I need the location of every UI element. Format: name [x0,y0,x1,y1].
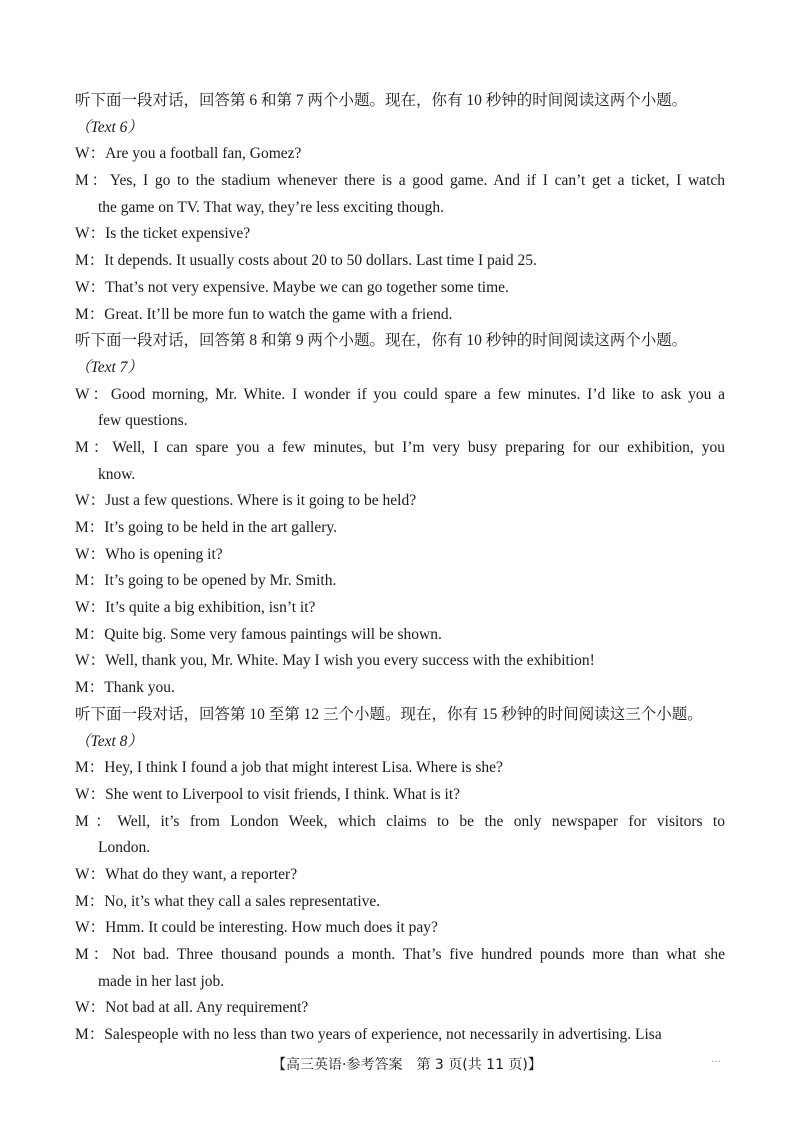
dialogue-line [75,889,725,916]
dialogue-text: Quite big. Some very famous paintings will be shown. [104,625,442,643]
dialogue-line [75,969,725,996]
speaker-label: W： [75,278,106,296]
speaker-label: M： [75,812,118,830]
dialogue-line [75,809,725,836]
text-label: （Text 7） [75,358,143,376]
dialogue-text: Are you a football fan, Gomez? [105,145,302,163]
dialogue-text: Salespeople with no less than two years of experience, not necessarily in advertising. Lisa [104,1026,662,1044]
dialogue-text: Not bad. Three thousand pounds a month. That’s five hundred pounds more than what she [112,946,725,963]
dialogue-text: know. [98,465,136,483]
section-instruction: 听下面一段对话，回答第 8 和第 9 两个小题。现在，你有 10 秒钟的时间阅读这两个小题。 [75,332,688,350]
dialogue-line [75,942,725,969]
section-instruction: 听下面一段对话，回答第 10 至第 12 三个小题。现在，你有 15 秒钟的时间阅读这三个小题。 [75,705,703,723]
dialogue-text: It’s quite a big exhibition, isn’t it? [105,599,316,617]
dialogue-line [75,542,725,569]
dialogue-line [75,141,725,168]
speaker-label: W： [75,599,106,617]
dialogue-line [75,221,725,248]
dialogue-text: Who is opening it? [105,545,223,563]
dialogue-text: What do they want, a reporter? [105,865,298,883]
speaker-label: W： [75,225,106,243]
dialogue-line [75,515,725,542]
dialogue-line [75,675,725,702]
speaker-label: M： [75,892,105,910]
dialogue-line [75,782,725,809]
dialogue-line [75,835,725,862]
page-footer: 【高三英语·参考答案 第 3 页(共 11 页)】 [272,1057,542,1073]
dialogue-text: Hmm. It could be interesting. How much does it pay? [105,919,438,937]
dialogue-line [75,995,725,1022]
dialogue-line [75,275,725,302]
dialogue-line [75,168,725,195]
speaker-label: W： [75,919,106,937]
speaker-label: W： [75,385,111,403]
speaker-label: W： [75,652,106,670]
speaker-label: W： [75,145,106,163]
dialogue-text: It depends. It usually costs about 20 to 50 dollars. Last time I paid 25. [104,252,537,270]
speaker-label: M： [75,1026,105,1044]
dialogue-text: Just a few questions. Where is it going to be held? [105,492,417,510]
dialogue-text: London. [98,839,151,857]
footer-mark: … [711,1054,721,1065]
dialogue-text: No, it’s what they call a sales representative. [104,892,381,910]
speaker-label: M： [75,759,105,777]
dialogue-text: Well, I can spare you a few minutes, but I’m very busy preparing for our exhibition, you [112,438,725,456]
text-label: （Text 8） [75,732,143,750]
speaker-label: M： [75,252,105,270]
section-instruction: 听下面一段对话，回答第 6 和第 7 两个小题。现在，你有 10 秒钟的时间阅读这两个小题。 [75,92,688,109]
dialogue-text: the game on TV. That way, they’re less exciting though. [98,198,444,216]
speaker-label: W： [75,999,106,1017]
dialogue-text: Is the ticket expensive? [105,225,251,243]
dialogue-line [75,408,725,435]
dialogue-text: Yes, I go to the stadium whenever there is a good game. And if I can’t get a ticket, I watch [109,172,725,190]
dialogue-text: Thank you. [104,679,175,697]
dialogue-text: Hey, I think I found a job that might interest Lisa. Where is she? [104,759,503,777]
speaker-label: W： [75,785,106,803]
dialogue-line [75,648,725,675]
dialogue-text: That’s not very expensive. Maybe we can go together some time. [105,278,509,296]
dialogue-text: made in her last job. [98,972,225,990]
dialogue-line [75,462,725,489]
dialogue-line [75,382,725,409]
document-body [75,88,725,1049]
dialogue-line [75,568,725,595]
speaker-label: M： [75,172,110,190]
dialogue-line [75,862,725,889]
dialogue-text: It’s going to be held in the art gallery. [104,519,338,536]
dialogue-text: Well, it’s from London Week, which claims to be the only newspaper for visitors to [117,812,725,830]
dialogue-line [75,595,725,622]
dialogue-text: It’s going to be opened by Mr. Smith. [104,572,337,590]
speaker-label: W： [75,545,106,563]
dialogue-text: She went to Liverpool to visit friends, I think. What is it? [105,785,461,803]
speaker-label: M： [75,519,105,536]
dialogue-text: Not bad at all. Any requirement? [105,999,309,1017]
dialogue-line [75,488,725,515]
speaker-label: M： [75,438,113,456]
dialogue-text: Great. It’ll be more fun to watch the game with a friend. [104,305,453,323]
dialogue-line [75,302,725,329]
speaker-label: M： [75,946,113,963]
dialogue-text: few questions. [98,412,188,430]
dialogue-line [75,195,725,222]
speaker-label: W： [75,492,106,510]
dialogue-line [75,435,725,462]
speaker-label: M： [75,679,105,697]
dialogue-text: Well, thank you, Mr. White. May I wish you every success with the exhibition! [105,652,595,670]
text-label: （Text 6） [75,118,143,136]
speaker-label: W： [75,865,106,883]
dialogue-text: Good morning, Mr. White. I wonder if you could spare a few minutes. I’d like to ask you a [110,385,725,403]
speaker-label: M： [75,572,105,590]
speaker-label: M： [75,305,105,323]
dialogue-line [75,622,725,649]
speaker-label: M： [75,625,105,643]
dialogue-line [75,915,725,942]
dialogue-line [75,1022,725,1049]
dialogue-line [75,248,725,275]
dialogue-line [75,755,725,782]
